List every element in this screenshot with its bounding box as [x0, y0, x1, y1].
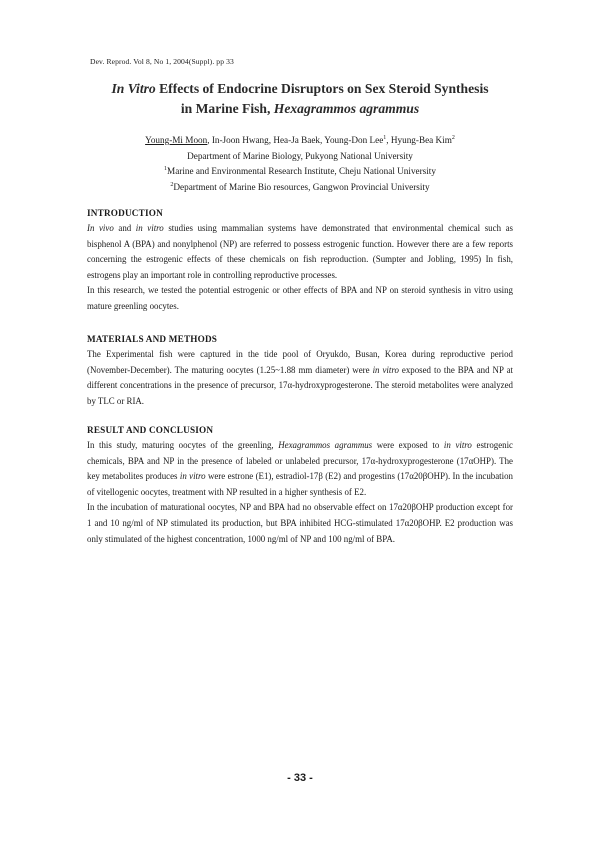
- author-list: [60, 133, 540, 149]
- title-text-1: Effects of Endocrine Disruptors on Sex Steroid Synthesis: [155, 81, 489, 96]
- methods-paragraph: [87, 347, 513, 409]
- result-text-d: were estrone (E1), estradiol-17β (E2) and progestins (17α20βOHP). In the incubation of vitellogenic oocytes, treatment with NP resulted in a higher synthesis of E2.: [87, 471, 513, 497]
- affil-sup-1: 1: [164, 166, 168, 172]
- affiliation-0: Department of Marine Biology, Pukyong National University: [187, 150, 413, 161]
- result-italic-invitro-2: in vitro: [179, 471, 206, 482]
- introduction-section: [87, 206, 513, 315]
- affiliation-1: [60, 164, 540, 180]
- intro-italic-invitro: in vitro: [135, 223, 164, 233]
- result-text-c: estrogenic chemicals, BPA and NP in the presence of labeled or unlabeled precursor, 17α-hydroxyprogesterone (17αOHP). The key metabolites produces: [87, 440, 513, 482]
- methods-text-b: exposed to the BPA and NP at different concentrations in the presence of precursor, 17α-hydroxyprogesterone. The steroid metabolites were analyzed by TLC or RIA.: [87, 364, 513, 406]
- coauthors: , In-Joon Hwang, Hea-Ja Baek, Young-Don Lee: [207, 135, 384, 145]
- affiliation-2: [60, 180, 540, 196]
- paper-title: [60, 79, 540, 119]
- affil-sup-2: 2: [170, 181, 174, 188]
- result-text-b: were exposed to: [372, 440, 444, 450]
- page-number: - 33 -: [287, 772, 313, 784]
- affil-text-2: Department of Marine Bio resources, Gangwon Provincial University: [173, 181, 430, 192]
- author-block: [60, 133, 540, 195]
- result-heading: RESULT AND CONCLUSION: [87, 425, 214, 435]
- author-sup-2: 2: [451, 135, 455, 141]
- result-italic-invitro-1: in vitro: [443, 440, 472, 450]
- title-species: Hexagrammos agrammus: [273, 101, 420, 116]
- result-section: [87, 423, 513, 547]
- result-italic-species: Hexagrammos agrammus: [278, 440, 373, 450]
- introduction-paragraph-1: [87, 221, 513, 283]
- intro-text-a: and: [113, 223, 136, 233]
- result-paragraph-2: In the incubation of maturational oocytes, NP and BPA had no observable effect on 17α20βOHP production except for 1 and 10 ng/ml of NP stimulated its production, but BPA inhibited HCG-stimulated 17α20βOHP. E2 production was only stimulated of the highest concentration, 1000 ng/ml of NP and 100 ng/ml of BPA.: [87, 502, 513, 544]
- methods-italic-invitro: in vitro: [372, 364, 399, 375]
- author-sup-1: 1: [383, 135, 387, 141]
- result-text-a: In this study, maturing oocytes of the greenling,: [87, 440, 279, 450]
- intro-text-b: studies using mammalian systems have demonstrated that environmental chemical such as bisphenol A (BPA) and nonylphenol (NP) are referred to possess estrogenic function. However there are a few reports concerning the estrogenic effects of these chemicals on fish reproduction. (Sumpter and Jobling, 1995) In fish, estrogens play an important role in controlling reproductive processes.: [87, 223, 513, 280]
- first-author: Young-Mi Moon: [145, 135, 208, 145]
- methods-text-a: The Experimental fish were captured in the tide pool of Oryukdo, Busan, Korea during reproductive period (November-December). The maturing oocytes (1.25~1.88 mm diameter) were: [87, 349, 513, 375]
- introduction-paragraph-2: In this research, we tested the potential estrogenic or other effects of BPA and NP on steroid synthesis in vitro using mature greenling oocytes.: [87, 285, 513, 311]
- last-author: , Hyung-Bea Kim: [386, 135, 452, 145]
- methods-section: [87, 332, 513, 409]
- journal-citation: Dev. Reprod. Vol 8, No 1, 2004(Suppl). pp 33: [90, 57, 234, 66]
- intro-italic-invivo: In vivo: [87, 223, 114, 233]
- methods-heading: MATERIALS AND METHODS: [87, 334, 218, 344]
- affil-text-1: Marine and Environmental Research Institute, Cheju National University: [167, 166, 436, 176]
- title-text-2: in Marine Fish,: [180, 101, 274, 116]
- introduction-heading: INTRODUCTION: [87, 208, 163, 218]
- title-italic-invitro: In Vitro: [111, 81, 156, 96]
- result-paragraph-1: [87, 438, 513, 500]
